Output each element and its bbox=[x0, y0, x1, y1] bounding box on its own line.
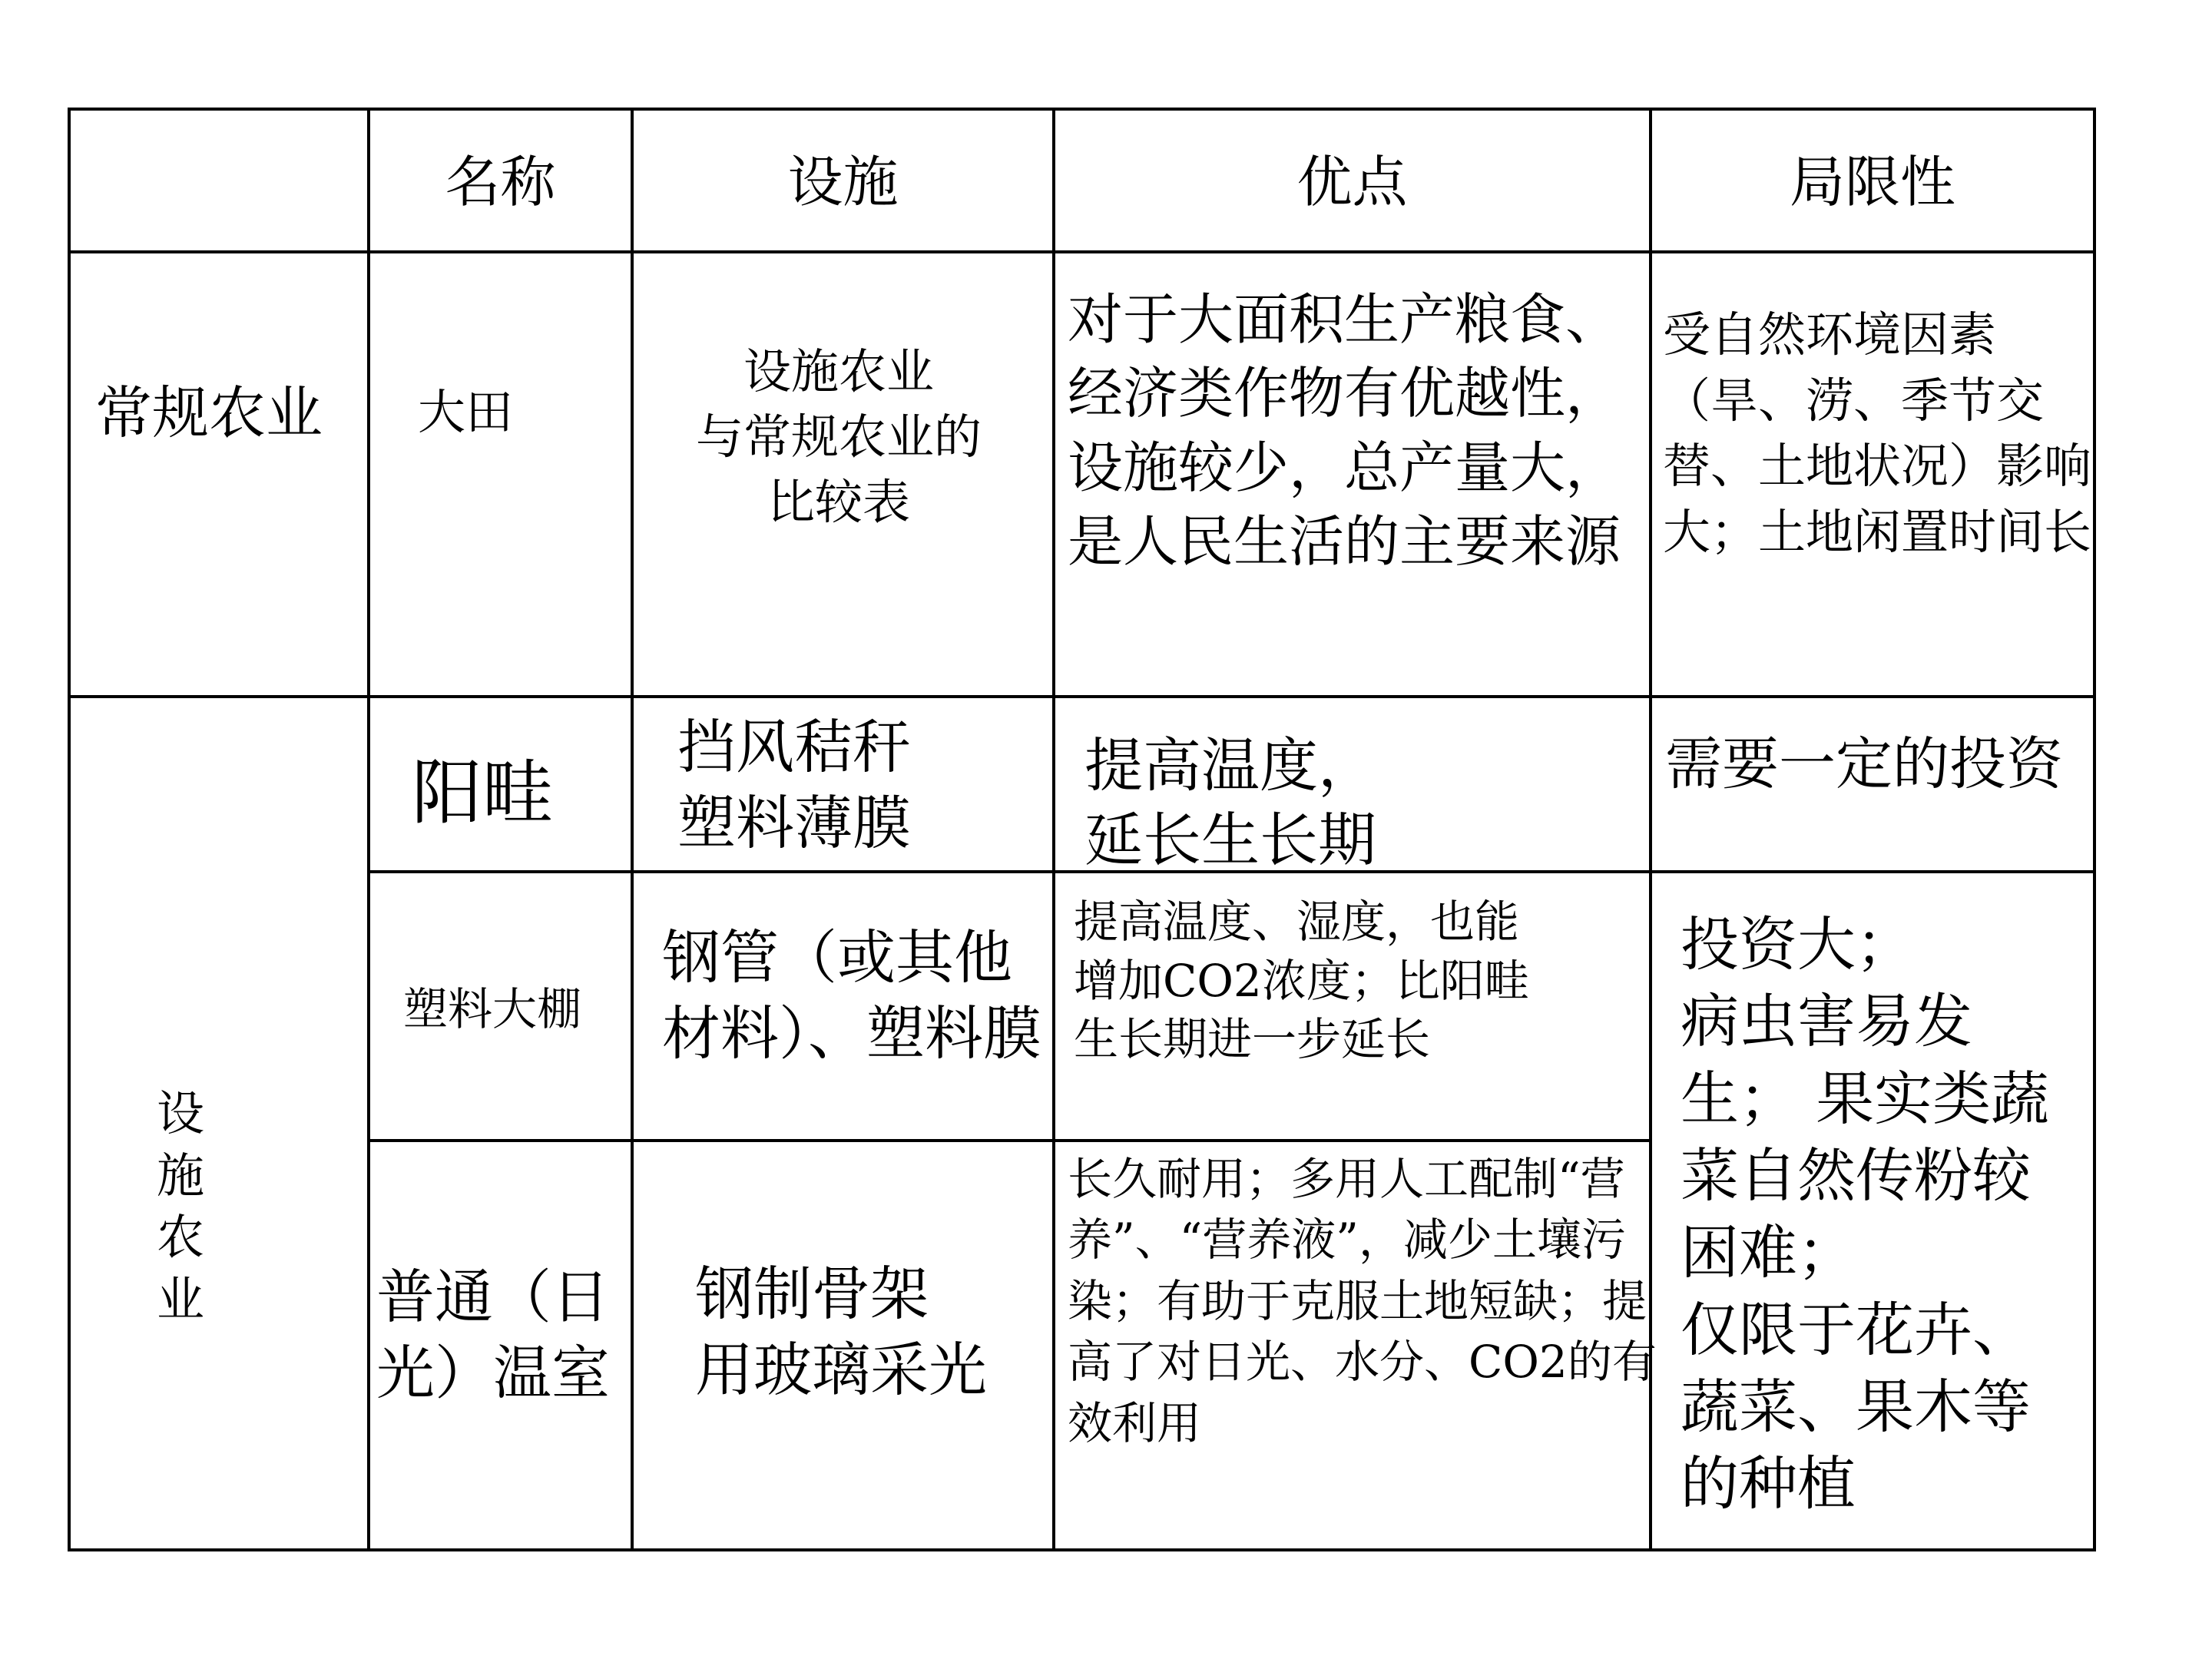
name-datian: 大田 bbox=[418, 384, 514, 440]
advantages-plastic-greenhouse: 提高温度、湿度，也能 增加CO2浓度；比阳畦 生长期进一步延长 bbox=[1074, 896, 1529, 1066]
category-conventional: 常规农业 bbox=[95, 380, 323, 446]
row-divider-dapeng bbox=[367, 1139, 1652, 1142]
facility-plastic-greenhouse: 钢管（或其他材料）、塑料膜 bbox=[662, 923, 1041, 1068]
advantages-sunlight-greenhouse: 长久耐用；多用人工配制“营养”、“营养液”，减少土壤污染；有助于克服土地短缺；提高了对日光、水分、CO2的有效利用 bbox=[1068, 1153, 1657, 1449]
limitations-datian: 受自然环境因素（旱、涝、季节交替、土地状况）影响大；土地闲置时间长 bbox=[1663, 306, 2092, 560]
col-divider-1 bbox=[367, 108, 370, 1551]
facility-datian: 设施农业 与常规农业的 比较表 bbox=[695, 343, 982, 530]
header-divider bbox=[68, 250, 2096, 253]
header-advantages: 优点 bbox=[1296, 150, 1408, 214]
category-facility: 设 施 农 业 bbox=[157, 1085, 205, 1327]
limitations-greenhouse: 投资大； 病虫害易发生； 果实类蔬菜自然传粉较困难； 仅限于花卉、蔬菜、果木等的种植 bbox=[1681, 910, 2050, 1518]
header-limitations: 局限性 bbox=[1789, 150, 1955, 214]
limitations-yangqi: 需要一定的投资 bbox=[1665, 731, 2063, 797]
name-plastic-greenhouse: 塑料大棚 bbox=[403, 983, 582, 1035]
col-divider-3 bbox=[1052, 108, 1055, 1551]
table-border-bottom bbox=[68, 1548, 2096, 1551]
name-yangqi: 阳畦 bbox=[412, 752, 554, 834]
header-name: 名称 bbox=[445, 150, 556, 214]
advantages-yangqi: 提高温度， 延长生长期 bbox=[1084, 731, 1376, 875]
table-border-right bbox=[2093, 108, 2096, 1551]
table-border-top bbox=[68, 108, 2096, 111]
table-border-left bbox=[68, 108, 71, 1551]
facility-sunlight-greenhouse: 钢制骨架 用玻璃采光 bbox=[695, 1260, 987, 1404]
section-divider bbox=[68, 695, 2096, 698]
name-sunlight-greenhouse: 普通（日光）温室 bbox=[376, 1263, 610, 1407]
col-divider-2 bbox=[631, 108, 634, 1551]
header-facility: 设施 bbox=[787, 150, 899, 214]
facility-yangqi: 挡风秸秆 塑料薄膜 bbox=[677, 713, 911, 857]
advantages-datian: 对于大面积生产粮食、经济类作物有优越性，设施较少，总产量大，是人民生活的主要来源 bbox=[1068, 287, 1621, 575]
